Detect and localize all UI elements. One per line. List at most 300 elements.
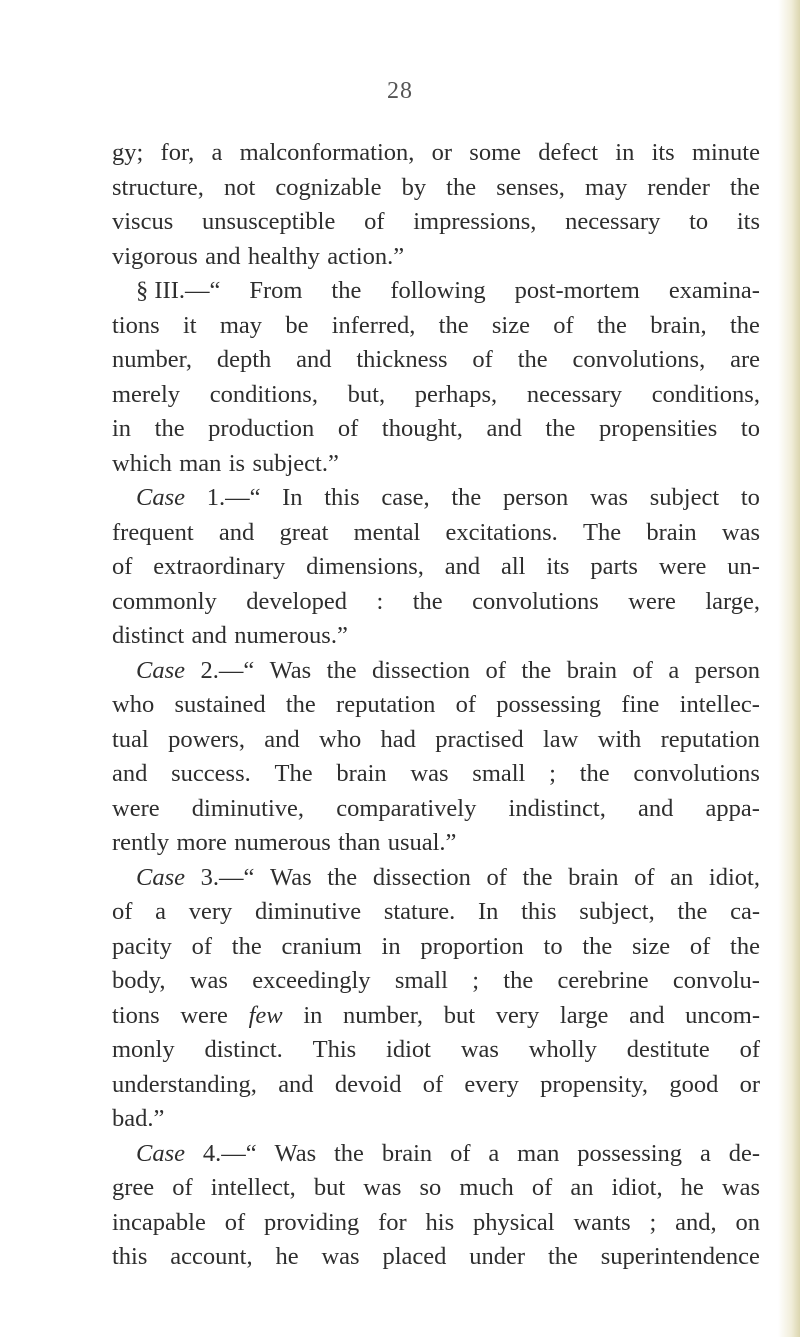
word: great — [279, 518, 329, 546]
word: extraordinary — [153, 553, 286, 580]
word: of — [689, 932, 711, 960]
word: tual — [112, 725, 149, 753]
word: dissection — [372, 656, 471, 684]
word: of — [450, 1139, 471, 1167]
page-edge-shadow — [778, 0, 800, 1337]
word: the — [729, 173, 760, 201]
word: depth — [216, 346, 272, 373]
word: of — [364, 208, 385, 235]
word: convolutions — [472, 587, 599, 615]
word: examina- — [668, 277, 760, 304]
word: In — [282, 484, 303, 511]
word: its — [651, 139, 675, 166]
word: be — [285, 311, 309, 339]
word: for, — [160, 139, 195, 166]
word: intellec- — [679, 691, 760, 718]
word: the — [522, 863, 553, 891]
word: conditions, — [209, 380, 318, 408]
word: may — [585, 173, 628, 201]
word: subject.” — [252, 449, 339, 477]
word: the — [545, 415, 576, 442]
word: reputation — [336, 691, 436, 718]
text-line — [112, 136, 760, 171]
word: the — [677, 898, 708, 925]
word: of — [224, 1208, 246, 1236]
text-line — [112, 723, 760, 758]
word: the — [582, 932, 613, 960]
word: and — [486, 415, 522, 442]
word: incapable — [112, 1208, 206, 1236]
word: structure, — [112, 173, 204, 201]
word: Was — [274, 1139, 317, 1167]
word: diminutive — [254, 898, 362, 925]
word: of — [553, 311, 574, 339]
word: 3.—“ — [200, 863, 255, 891]
word: Was — [269, 656, 312, 684]
word: propensity, — [540, 1070, 649, 1098]
word: healthy — [247, 242, 320, 270]
word: post-mortem — [514, 277, 640, 304]
word: is — [228, 449, 246, 477]
word: or — [431, 139, 453, 166]
text-line — [112, 550, 760, 585]
word: very — [495, 1001, 540, 1029]
word: but — [443, 1001, 476, 1029]
word: may — [219, 311, 263, 339]
word: few — [248, 1001, 283, 1029]
word: wants — [573, 1208, 631, 1236]
word: numerous.” — [234, 622, 348, 649]
word: his — [425, 1208, 455, 1236]
text-line — [112, 619, 760, 654]
word: and — [444, 553, 481, 580]
word: person — [694, 656, 760, 684]
word: gy; — [112, 139, 144, 166]
word: devoid — [334, 1070, 402, 1098]
word: and — [638, 794, 674, 822]
word: brain — [566, 656, 618, 684]
word: and — [218, 518, 255, 546]
word: for — [378, 1208, 407, 1236]
word: who — [319, 725, 362, 753]
word: mental — [353, 518, 421, 546]
word: large, — [705, 587, 760, 615]
word: case, — [381, 484, 430, 511]
word: impressions, — [413, 208, 537, 235]
word: the — [730, 932, 760, 960]
word: convolu- — [672, 967, 760, 994]
word: the — [412, 587, 443, 615]
word: and — [264, 725, 300, 753]
word: of — [634, 863, 655, 891]
text-line — [112, 999, 760, 1034]
word: was — [589, 484, 629, 511]
word: size — [632, 932, 671, 960]
text-line — [112, 585, 760, 620]
word: numerous — [234, 829, 331, 856]
word: the — [154, 415, 185, 442]
word: but, — [347, 380, 386, 408]
word: the — [327, 863, 358, 891]
word: sustained — [174, 691, 266, 718]
word: he — [680, 1174, 704, 1201]
word: of — [422, 1070, 444, 1098]
word: ; — [649, 1208, 657, 1236]
word: the — [231, 932, 262, 960]
word: was — [721, 518, 760, 546]
word: number, — [112, 346, 192, 373]
word: tions — [112, 311, 160, 339]
word: : — [376, 587, 384, 615]
word: all — [500, 553, 526, 580]
word: Case — [136, 656, 185, 684]
word: convolutions — [633, 760, 760, 787]
word: law — [543, 725, 579, 753]
word: idiot, — [611, 1174, 663, 1201]
word: cerebrine — [557, 967, 649, 994]
word: to — [543, 932, 563, 960]
word: was — [410, 760, 449, 787]
word: This — [312, 1036, 357, 1063]
word: and — [278, 1070, 314, 1098]
word: the — [596, 311, 627, 339]
word: In — [477, 898, 499, 925]
word: person — [502, 484, 569, 511]
word: usual.” — [387, 829, 457, 856]
word: was — [721, 1174, 760, 1201]
word: he — [275, 1243, 299, 1270]
word: the — [547, 1243, 578, 1270]
word: conditions, — [651, 380, 760, 408]
word: number, — [343, 1001, 424, 1029]
word: 1.—“ — [206, 484, 261, 511]
text-line — [112, 343, 760, 378]
text-line — [112, 1206, 760, 1241]
word: understanding, — [112, 1070, 257, 1098]
word: and — [112, 760, 148, 787]
word: by — [401, 173, 427, 201]
word: defect — [538, 139, 599, 166]
word: minute — [691, 139, 760, 166]
text-line — [112, 792, 760, 827]
word: convolutions, — [572, 346, 706, 373]
word: this — [324, 484, 360, 511]
text-line — [112, 654, 760, 689]
word: in — [303, 1001, 323, 1029]
word: action.” — [327, 242, 405, 270]
word: the — [517, 346, 548, 373]
word: in — [112, 415, 132, 442]
text-line — [112, 688, 760, 723]
word: unsusceptible — [201, 208, 336, 235]
word: to — [740, 484, 760, 511]
word: The — [274, 760, 313, 787]
word: and — [296, 346, 332, 373]
word: merely — [112, 380, 181, 408]
word: 2.—“ — [200, 656, 255, 684]
text-line — [112, 516, 760, 551]
word: not — [223, 173, 256, 201]
word: and, — [675, 1208, 717, 1236]
word: the — [331, 277, 362, 304]
word: was — [460, 1036, 499, 1063]
word: pacity — [112, 932, 172, 960]
word: so — [419, 1174, 442, 1201]
word: necessary — [565, 208, 661, 235]
word: From — [249, 277, 303, 304]
word: uncom- — [685, 1001, 760, 1029]
word: were — [180, 1001, 228, 1029]
word: were — [112, 794, 160, 822]
text-line — [112, 274, 760, 309]
word: and — [191, 622, 227, 649]
word: destitute — [626, 1036, 710, 1063]
word: possessing — [577, 1139, 683, 1167]
word: the — [285, 691, 316, 718]
word: distinct — [112, 622, 185, 649]
word: ca- — [730, 898, 760, 925]
word: a — [155, 898, 166, 925]
word: intellect, — [210, 1174, 296, 1201]
word: brain — [646, 518, 697, 546]
word: thickness — [356, 346, 448, 373]
word: § III.—“ — [136, 277, 221, 304]
text-line — [112, 378, 760, 413]
text-line — [112, 895, 760, 930]
word: commonly — [112, 587, 217, 615]
word: a — [488, 1139, 500, 1167]
word: of — [739, 1036, 760, 1063]
word: rently — [112, 829, 170, 856]
text-line — [112, 964, 760, 999]
word: with — [597, 725, 642, 753]
word: reputation — [660, 725, 760, 753]
text-line — [112, 1068, 760, 1103]
word: possessing — [496, 691, 602, 718]
word: were — [658, 553, 707, 580]
word: to — [689, 208, 709, 235]
word: size — [491, 311, 530, 339]
word: Case — [136, 863, 185, 891]
word: superintendence — [600, 1243, 760, 1270]
word: this — [112, 1243, 148, 1270]
word: gree — [112, 1174, 155, 1201]
word: and — [629, 1001, 665, 1029]
word: in — [381, 932, 401, 960]
word: brain, — [650, 311, 707, 339]
word: and — [205, 242, 241, 270]
word: appa- — [705, 794, 760, 822]
word: under — [469, 1243, 526, 1270]
word: of — [485, 656, 506, 684]
word: of — [455, 691, 477, 718]
word: the — [521, 656, 552, 684]
word: small — [394, 967, 448, 994]
word: are — [730, 346, 760, 373]
word: developed — [246, 587, 347, 615]
word: or — [739, 1070, 760, 1098]
word: viscus — [112, 208, 174, 235]
word: idiot, — [708, 863, 760, 891]
word: exceedingly — [252, 967, 371, 994]
word: 4.—“ — [202, 1139, 257, 1167]
word: of — [112, 553, 133, 580]
word: malconformation, — [239, 139, 415, 166]
text-line — [112, 171, 760, 206]
word: subject — [649, 484, 720, 511]
word: ; — [549, 760, 556, 787]
word: of — [531, 1174, 553, 1201]
text-line — [112, 447, 760, 482]
word: brain — [336, 760, 387, 787]
word: to — [740, 415, 760, 442]
word: the — [438, 311, 469, 339]
word: comparatively — [336, 794, 477, 822]
word: an — [570, 1174, 594, 1201]
word: The — [583, 518, 622, 546]
word: bad.” — [112, 1105, 165, 1132]
word: a — [211, 139, 223, 166]
text-line — [112, 412, 760, 447]
text-line — [112, 1240, 760, 1275]
word: wholly — [528, 1036, 597, 1063]
word: following — [390, 277, 486, 304]
word: the — [579, 760, 610, 787]
word: its — [736, 208, 760, 235]
word: of — [632, 656, 653, 684]
word: much — [459, 1174, 514, 1201]
word: the — [446, 173, 477, 201]
text-line — [112, 240, 760, 275]
word: monly — [112, 1036, 175, 1063]
word: indistinct, — [508, 794, 606, 822]
text-line — [112, 309, 760, 344]
word: inferred, — [331, 311, 416, 339]
word: brain — [381, 1139, 433, 1167]
word: stature. — [383, 898, 456, 925]
word: frequent — [112, 518, 194, 546]
word: thought, — [381, 415, 463, 442]
word: the — [729, 311, 760, 339]
word: it — [182, 311, 197, 339]
word: in — [615, 139, 635, 166]
text-line — [112, 205, 760, 240]
text-line — [112, 1171, 760, 1206]
word: which — [112, 449, 172, 477]
word: cranium — [281, 932, 362, 960]
text-line — [112, 481, 760, 516]
word: man — [517, 1139, 560, 1167]
word: un- — [727, 553, 760, 580]
word: dimensions, — [306, 553, 424, 580]
word: Was — [270, 863, 312, 891]
word: was — [363, 1174, 402, 1201]
word: every — [464, 1070, 519, 1098]
word: of — [337, 415, 359, 442]
text-line — [112, 1102, 760, 1137]
word: an — [670, 863, 694, 891]
word: powers, — [168, 725, 245, 753]
word: some — [469, 139, 521, 166]
word: large — [559, 1001, 609, 1029]
word: small — [472, 760, 526, 787]
word: of — [172, 1174, 193, 1201]
word: placed — [382, 1243, 447, 1270]
text-line — [112, 1137, 760, 1172]
word: the — [451, 484, 482, 511]
word: of — [112, 898, 133, 925]
word: body, — [112, 967, 166, 994]
text-line — [112, 757, 760, 792]
word: cognizable — [275, 173, 382, 201]
word: fine — [621, 691, 660, 718]
word: account, — [170, 1243, 253, 1270]
word: Case — [136, 484, 185, 511]
word: who — [112, 691, 155, 718]
word: tions — [112, 1001, 160, 1029]
text-line — [112, 1033, 760, 1068]
word: on — [735, 1208, 760, 1236]
word: the — [334, 1139, 364, 1167]
word: more — [176, 829, 227, 856]
word: a — [699, 1139, 711, 1167]
word: perhaps, — [414, 380, 498, 408]
text-line — [112, 930, 760, 965]
word: this — [521, 898, 557, 925]
word: the — [503, 967, 534, 994]
word: practised — [435, 725, 524, 753]
word: but — [313, 1174, 346, 1201]
word: ; — [472, 967, 479, 994]
word: subject, — [579, 898, 655, 925]
word: dissection — [372, 863, 471, 891]
word: brain — [568, 863, 619, 891]
word: a — [668, 656, 680, 684]
word: excitations. — [445, 518, 558, 546]
word: man — [179, 449, 222, 477]
word: success. — [171, 760, 251, 787]
word: production — [208, 415, 315, 442]
word: the — [326, 656, 357, 684]
word: of — [486, 863, 507, 891]
word: good — [669, 1070, 719, 1098]
word: had — [380, 725, 416, 753]
word: proportion — [420, 932, 524, 960]
word: of — [472, 346, 493, 373]
word: idiot — [386, 1036, 431, 1063]
word: parts — [590, 553, 638, 580]
word: were — [628, 587, 676, 615]
word: than — [338, 829, 381, 856]
word: was — [321, 1243, 360, 1270]
word: very — [188, 898, 233, 925]
word: propensities — [598, 415, 718, 442]
word: its — [546, 553, 570, 580]
word: vigorous — [112, 242, 198, 270]
text-line — [112, 826, 760, 861]
word: providing — [263, 1208, 360, 1236]
word: de- — [728, 1139, 760, 1167]
word: render — [647, 173, 710, 201]
text-line — [112, 861, 760, 896]
word: of — [191, 932, 213, 960]
word: was — [189, 967, 228, 994]
word: Case — [136, 1139, 185, 1167]
page-number: 28 — [387, 78, 413, 104]
body-text — [112, 136, 760, 1275]
word: physical — [472, 1208, 555, 1236]
word: senses, — [496, 173, 565, 201]
